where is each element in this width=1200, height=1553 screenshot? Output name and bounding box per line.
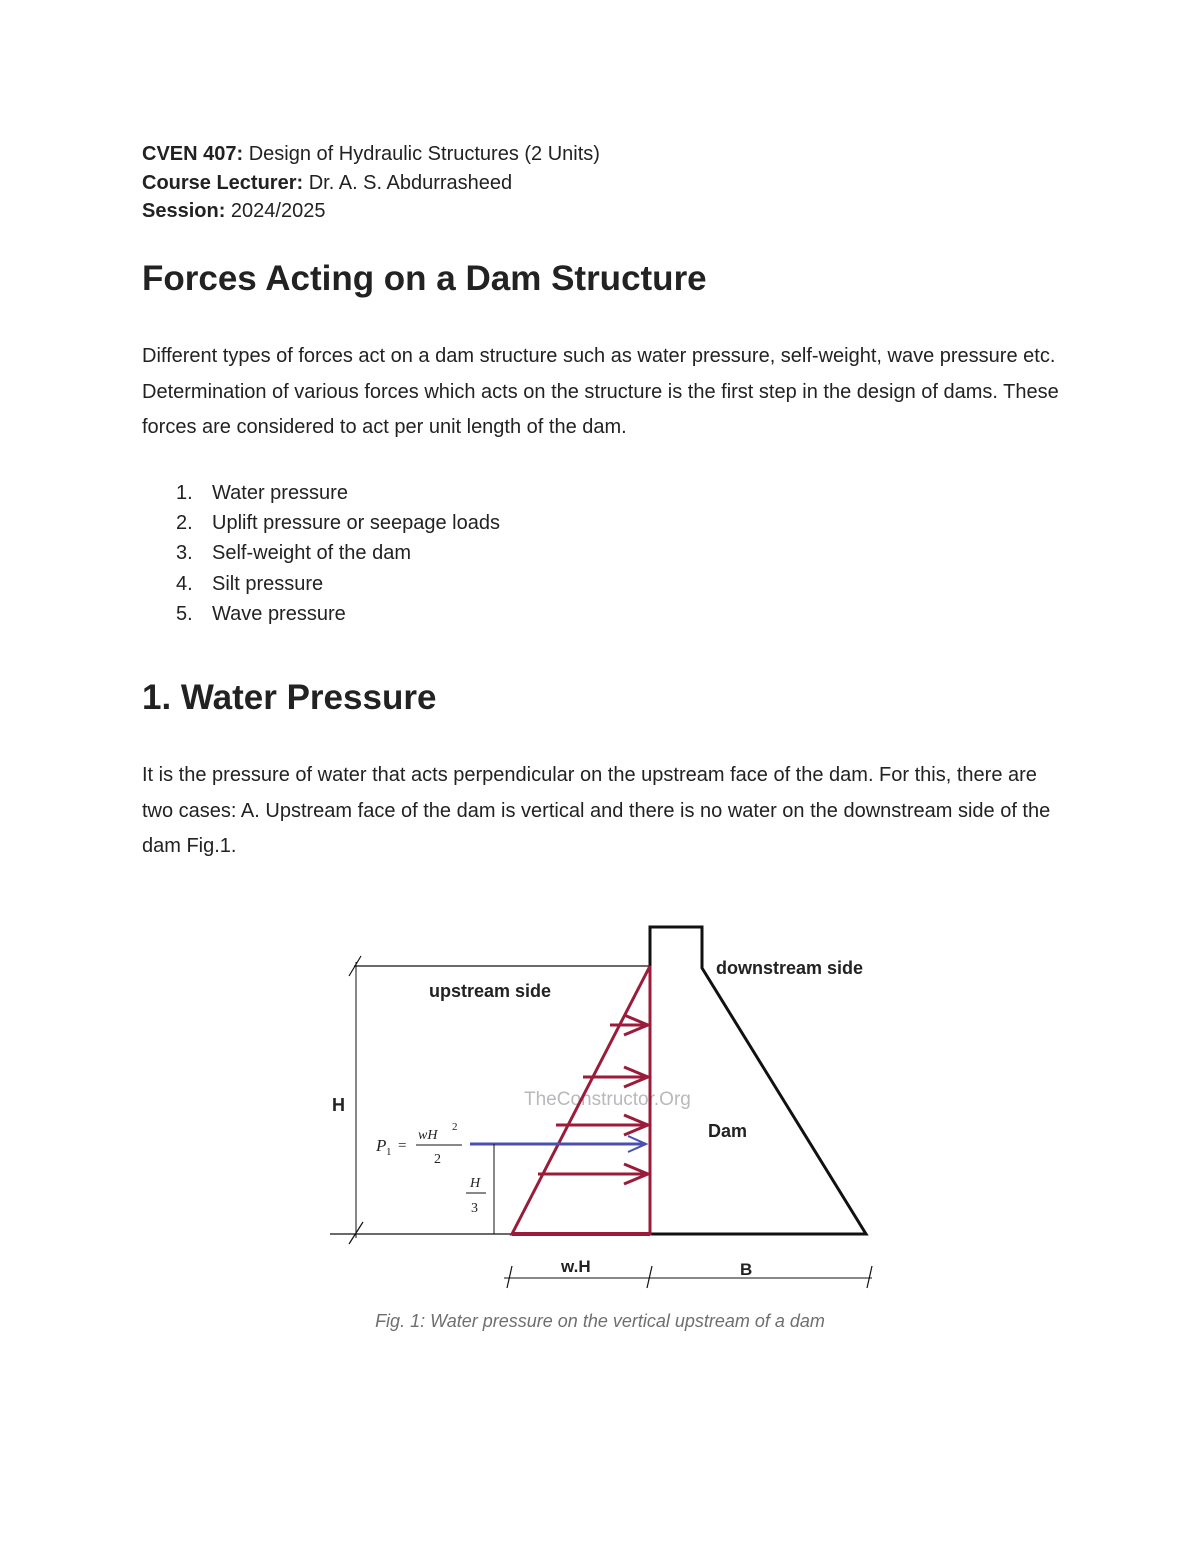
list-item-text: Silt pressure xyxy=(212,572,324,595)
list-item-number: 2. xyxy=(176,512,193,535)
wh-dimension-label: w.H xyxy=(561,1257,591,1276)
height-dimension-tick xyxy=(349,1222,363,1244)
section-title-forces: Forces Acting on a Dam Structure xyxy=(142,259,707,298)
list-item-number: 1. xyxy=(176,482,193,504)
arrow-head xyxy=(624,1115,648,1135)
list-item-text: Uplift pressure or seepage loads xyxy=(212,512,500,535)
arrow-head xyxy=(624,1067,648,1087)
pressure-triangle xyxy=(512,966,650,1234)
list-item xyxy=(142,508,500,538)
arrow-head xyxy=(624,1015,648,1035)
course-title: Design of Hydraulic Structures (2 Units) xyxy=(243,143,600,165)
list-item xyxy=(142,569,500,599)
downstream-label: downstream side xyxy=(716,958,864,978)
p1-symbol: P xyxy=(376,1136,387,1155)
list-item xyxy=(142,538,500,568)
list-item-text: Self-weight of the dam xyxy=(212,542,411,565)
equals-sign: = xyxy=(398,1138,407,1154)
height-dimension-tick xyxy=(349,956,361,976)
course-code-line xyxy=(142,140,600,168)
base-dimension-tick xyxy=(867,1266,872,1288)
forces-list xyxy=(142,478,500,629)
height-label: H xyxy=(332,1095,345,1115)
figure-caption: Fig. 1: Water pressure on the vertical upstream of a dam xyxy=(375,1311,825,1331)
course-code-label: CVEN 407: xyxy=(142,143,244,165)
watermark-text: TheConstructor.Org xyxy=(524,1089,691,1110)
fraction-denominator: 2 xyxy=(434,1152,441,1167)
fraction-exponent: 2 xyxy=(452,1121,458,1133)
list-item xyxy=(142,478,500,508)
section-title-water-pressure: 1. Water Pressure xyxy=(142,678,437,717)
dam-outline xyxy=(650,927,866,1234)
lecturer-line xyxy=(142,169,512,197)
dam-label: Dam xyxy=(708,1121,748,1141)
h3-denominator: 3 xyxy=(471,1201,478,1216)
water-pressure-paragraph: It is the pressure of water that acts perpendicular on the upstream face of the dam. For this, there are two cases: A. Upstream face of the dam is vertical and there is no water on the downstream side of the dam Fig.1. xyxy=(142,764,1051,857)
lecturer-name: Dr. A. S. Abdurrasheed xyxy=(303,172,513,194)
pressure-arrows xyxy=(538,1015,648,1184)
session-label: Session: xyxy=(142,200,226,222)
base-dimension-tick xyxy=(507,1266,512,1288)
base-width-label: B xyxy=(740,1260,753,1279)
list-item xyxy=(142,599,500,629)
upstream-label: upstream side xyxy=(429,981,552,1001)
p1-subscript: 1 xyxy=(386,1146,392,1158)
list-item-text: Water pressure xyxy=(212,482,348,504)
session-line xyxy=(142,197,325,225)
fraction-numerator: wH xyxy=(418,1128,438,1143)
lecturer-label: Course Lecturer: xyxy=(142,172,304,194)
h3-numerator: H xyxy=(470,1176,481,1191)
arrow-head xyxy=(624,1164,648,1184)
resultant-arrow-head xyxy=(628,1136,646,1152)
list-item-number: 3. xyxy=(176,542,193,565)
intro-paragraph: Different types of forces act on a dam structure such as water pressure, self-weight, wave pressure etc. Determination of various forces which acts on the structure is the first step in the design of dams. These forces are considered to act per unit length of the dam. xyxy=(142,345,1059,438)
session-value: 2024/2025 xyxy=(225,200,326,222)
list-item-text: Wave pressure xyxy=(212,602,346,625)
list-item-number: 4. xyxy=(176,572,193,595)
list-item-number: 5. xyxy=(176,602,193,625)
base-dimension-tick xyxy=(647,1266,652,1288)
